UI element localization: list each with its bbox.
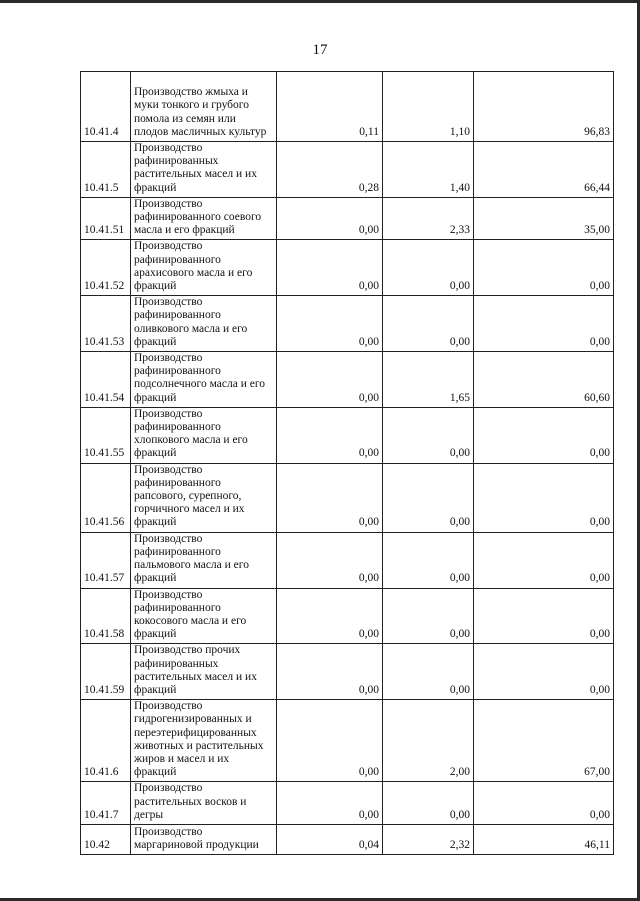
okved-code: 10.41.51 bbox=[81, 197, 131, 240]
value-col1: 0,00 bbox=[277, 782, 383, 825]
value-col3: 66,44 bbox=[474, 142, 614, 198]
value-col2: 0,00 bbox=[383, 463, 474, 532]
value-col2: 0,00 bbox=[383, 240, 474, 296]
value-col2: 1,40 bbox=[383, 142, 474, 198]
okved-code: 10.41.7 bbox=[81, 782, 131, 825]
okved-code: 10.41.53 bbox=[81, 296, 131, 352]
value-col1: 0,00 bbox=[277, 240, 383, 296]
activity-name: Производство рафинированного хлопкового масла и его фракций bbox=[131, 407, 277, 463]
value-col3: 0,00 bbox=[474, 782, 614, 825]
value-col2: 2,00 bbox=[383, 700, 474, 782]
table-row bbox=[81, 72, 614, 142]
value-col3: 0,00 bbox=[474, 644, 614, 700]
value-col1: 0,00 bbox=[277, 532, 383, 588]
table-row bbox=[81, 142, 614, 198]
activity-name: Производство рафинированного пальмового масла и его фракций bbox=[131, 532, 277, 588]
okved-code: 10.41.56 bbox=[81, 463, 131, 532]
okved-code: 10.41.57 bbox=[81, 532, 131, 588]
okved-code: 10.41.4 bbox=[81, 72, 131, 142]
okved-code: 10.41.59 bbox=[81, 644, 131, 700]
table-row bbox=[81, 197, 614, 240]
table-row bbox=[81, 644, 614, 700]
value-col1: 0,28 bbox=[277, 142, 383, 198]
value-col1: 0,00 bbox=[277, 588, 383, 644]
value-col1: 0,00 bbox=[277, 644, 383, 700]
table-row bbox=[81, 463, 614, 532]
activity-name: Производство рафинированного соевого масла и его фракций bbox=[131, 197, 277, 240]
value-col2: 0,00 bbox=[383, 644, 474, 700]
value-col3: 0,00 bbox=[474, 532, 614, 588]
value-col2: 0,00 bbox=[383, 782, 474, 825]
value-col1: 0,00 bbox=[277, 700, 383, 782]
activity-name: Производство маргариновой продукции bbox=[131, 824, 277, 854]
value-col2: 2,32 bbox=[383, 824, 474, 854]
value-col1: 0,11 bbox=[277, 72, 383, 142]
okved-code: 10.41.5 bbox=[81, 142, 131, 198]
activity-name: Производство рафинированных растительных масел и их фракций bbox=[131, 142, 277, 198]
value-col2: 0,00 bbox=[383, 588, 474, 644]
scan-border-top bbox=[0, 0, 640, 3]
activity-name: Производство рафинированного оливкового масла и его фракций bbox=[131, 296, 277, 352]
value-col2: 0,00 bbox=[383, 407, 474, 463]
value-col3: 35,00 bbox=[474, 197, 614, 240]
activity-name: Производство рафинированного рапсового, сурепного, горчичного масел и их фракций bbox=[131, 463, 277, 532]
activity-name: Производство рафинированного кокосового масла и его фракций bbox=[131, 588, 277, 644]
value-col1: 0,00 bbox=[277, 352, 383, 408]
table-row bbox=[81, 407, 614, 463]
activity-name: Производство рафинированного арахисового масла и его фракций bbox=[131, 240, 277, 296]
value-col3: 0,00 bbox=[474, 240, 614, 296]
okved-code: 10.41.54 bbox=[81, 352, 131, 408]
value-col2: 1,65 bbox=[383, 352, 474, 408]
okved-code: 10.41.58 bbox=[81, 588, 131, 644]
value-col3: 0,00 bbox=[474, 296, 614, 352]
value-col1: 0,00 bbox=[277, 407, 383, 463]
okved-code: 10.41.6 bbox=[81, 700, 131, 782]
table-row bbox=[81, 782, 614, 825]
value-col2: 1,10 bbox=[383, 72, 474, 142]
okved-code: 10.41.55 bbox=[81, 407, 131, 463]
activity-name: Производство растительных восков и дегры bbox=[131, 782, 277, 825]
value-col3: 67,00 bbox=[474, 700, 614, 782]
value-col3: 46,11 bbox=[474, 824, 614, 854]
okved-code: 10.41.52 bbox=[81, 240, 131, 296]
value-col1: 0,00 bbox=[277, 197, 383, 240]
table-row bbox=[81, 824, 614, 854]
value-col2: 0,00 bbox=[383, 296, 474, 352]
value-col3: 0,00 bbox=[474, 588, 614, 644]
value-col2: 2,33 bbox=[383, 197, 474, 240]
table-row bbox=[81, 532, 614, 588]
activity-name: Производство прочих рафинированных растительных масел и их фракций bbox=[131, 644, 277, 700]
page-number: 17 bbox=[312, 42, 328, 58]
value-col3: 96,83 bbox=[474, 72, 614, 142]
value-col1: 0,00 bbox=[277, 463, 383, 532]
activity-name: Производство рафинированного подсолнечного масла и его фракций bbox=[131, 352, 277, 408]
table-row bbox=[81, 700, 614, 782]
activity-name: Производство гидрогенизированных и переэтерифицированных животных и растительных жиров и масел и их фракций bbox=[131, 700, 277, 782]
table-row bbox=[81, 352, 614, 408]
value-col3: 0,00 bbox=[474, 463, 614, 532]
table-row bbox=[81, 240, 614, 296]
value-col3: 0,00 bbox=[474, 407, 614, 463]
okved-table bbox=[80, 71, 614, 855]
value-col3: 60,60 bbox=[474, 352, 614, 408]
value-col2: 0,00 bbox=[383, 532, 474, 588]
table-row bbox=[81, 588, 614, 644]
activity-name: Производство жмыха и муки тонкого и грубого помола из семян или плодов масличных культур bbox=[131, 72, 277, 142]
okved-code: 10.42 bbox=[81, 824, 131, 854]
value-col1: 0,00 bbox=[277, 296, 383, 352]
value-col1: 0,04 bbox=[277, 824, 383, 854]
table-row bbox=[81, 296, 614, 352]
